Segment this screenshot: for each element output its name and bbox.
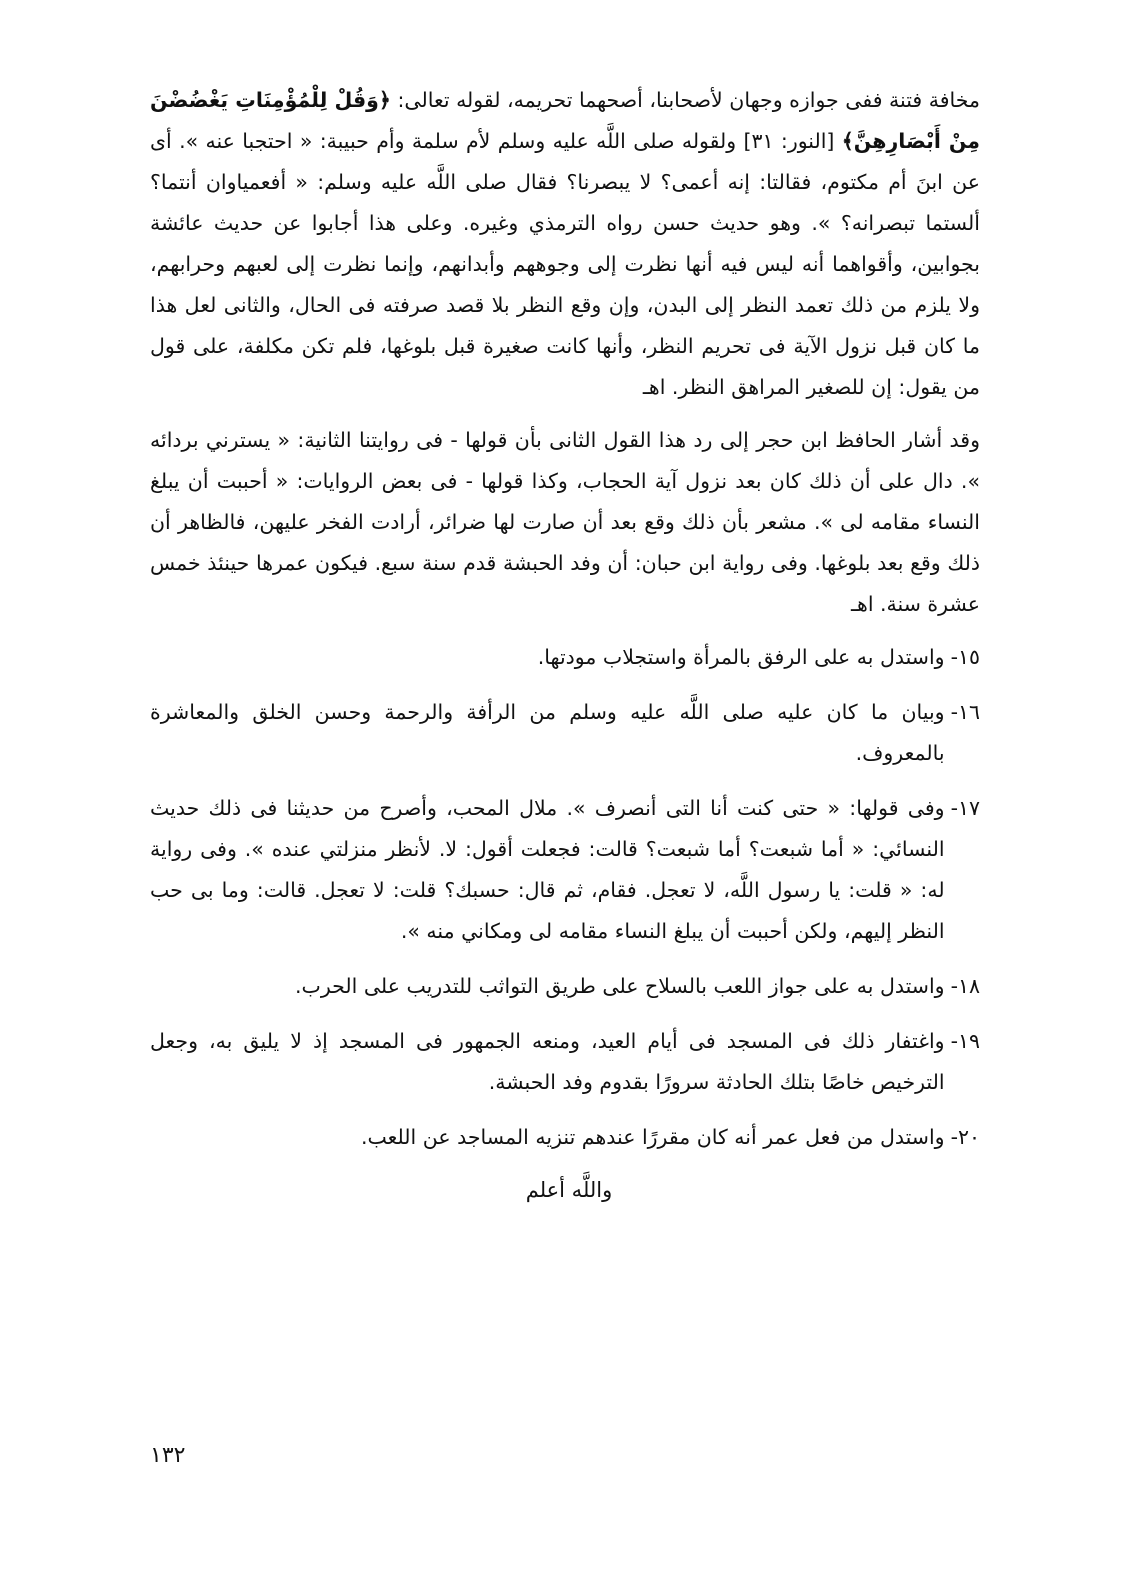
item-number: ١٥- <box>950 645 980 669</box>
item-text: وبيان ما كان عليه صلى اللَّه عليه وسلم من الرأفة والرحمة وحسن الخلق والمعاشرة بالمعروف. <box>150 700 945 765</box>
item-number: ١٦- <box>950 700 980 724</box>
quran-verse: ﴿وَقُلْ لِلْمُؤْمِنَاتِ يَغْضُضْنَ مِنْ أَبْصَارِهِنَّ﴾ <box>150 88 981 153</box>
paragraph-1-text-after: [النور: ٣١] ولقوله صلى اللَّه عليه وسلم لأم سلمة وأم حبيبة: « احتجبا عنه ». أى عن ابنَ أم مكتوم، فقالتا: إنه أعمى؟ لا يبصرنا؟ فقال صلى اللَّه عليه وسلم: « أفعمياوان أنتما؟ ألستما تبصرانه؟ ». وهو حديث حسن رواه الترمذي وغيره. وعلى هذا أجابوا عن حديث عائشة بجوابين، وأقواهما أنه ليس فيه أنها نظرت إلى وجوههم وأبدانهم، وإنما نظرت إلى لعبهم وحرابهم، ولا يلزم من ذلك تعمد النظر إلى البدن، وإن وقع النظر بلا قصد صرفته فى الحال، والثانى لعل هذا ما كان قبل نزول الآية فى تحريم النظر، وأنها كانت صغيرة قبل بلوغها، فلم تكن مكلفة، على قول من يقول: إن للصغير المراهق النظر. اهـ <box>150 129 980 399</box>
paragraph-1-text-before: مخافة فتنة ففى جوازه وجهان لأصحابنا، أصحهما تحريمه، لقوله تعالى: <box>390 88 980 112</box>
page-body <box>150 80 980 1172</box>
item-text: واغتفار ذلك فى المسجد فى أيام العيد، ومنعه الجمهور فى المسجد إذ لا يليق به، وجعل الترخيص خاصًا بتلك الحادثة سرورًا بقدوم وفد الحبشة. <box>150 1029 945 1094</box>
item-number: ١٧- <box>950 796 980 820</box>
list-item-17 <box>150 788 980 952</box>
item-number: ١٩- <box>950 1029 980 1053</box>
list-item-19 <box>150 1021 980 1103</box>
item-text: واستدل به على جواز اللعب بالسلاح على طريق التواثب للتدريب على الحرب. <box>295 974 945 998</box>
item-number: ١٨- <box>950 974 980 998</box>
item-text: واستدل به على الرفق بالمرأة واستجلاب مودتها. <box>537 645 945 669</box>
item-text: واستدل من فعل عمر أنه كان مقررًا عندهم تنزيه المساجد عن اللعب. <box>360 1125 945 1149</box>
list-item-18 <box>150 966 980 1007</box>
paragraph-1 <box>150 80 980 408</box>
item-text: وفى قولها: « حتى كنت أنا التى أنصرف ». ملال المحب، وأصرح من حديثنا فى ذلك حديث النسائي: « أما شبعت؟ أما شبعت؟ قالت: فجعلت أقول: لا. لأنظر منزلتي عنده ». وفى رواية له: « قلت: يا رسول اللَّه، لا تعجل. فقام، ثم قال: حسبك؟ قلت: لا تعجل. قالت: وما بى حب النظر إليهم، ولكن أحببت أن يبلغ النساء مقامه لى ومكاني منه ». <box>150 796 945 943</box>
paragraph-2: وقد أشار الحافظ ابن حجر إلى رد هذا القول الثانى بأن قولها - فى روايتنا الثانية: « يسترني بردائه ». دال على أن ذلك كان بعد نزول آية الحجاب، وكذا قولها - فى بعض الروايات: « أحببت أن يبلغ النساء مقامه لى ». مشعر بأن ذلك وقع بعد أن صارت لها ضرائر، أرادت الفخر عليهن، فالظاهر أن ذلك وقع بعد بلوغها. وفى رواية ابن حبان: أن وفد الحبشة قدم سنة سبع. فيكون عمرها حينئذ خمس عشرة سنة. اهـ <box>150 428 980 616</box>
list-item-20 <box>150 1117 980 1158</box>
list-item-16 <box>150 692 980 774</box>
item-number: ٢٠- <box>950 1125 980 1149</box>
list-item-15 <box>150 637 980 678</box>
closing-phrase: واللَّه أعلم <box>525 1178 613 1202</box>
page-number: ١٣٢ <box>150 1443 186 1468</box>
